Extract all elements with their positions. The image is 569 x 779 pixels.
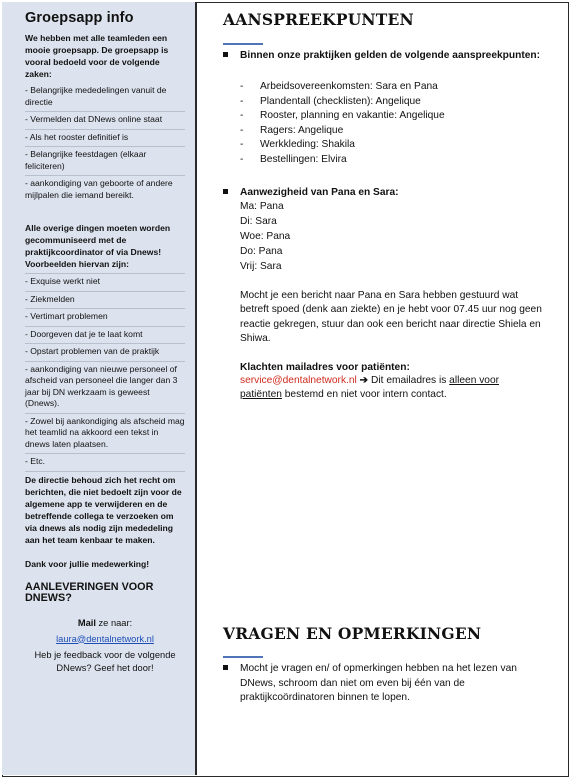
contacts-list: [223, 80, 543, 168]
list-item: - Als het rooster definitief is: [25, 130, 185, 148]
list-item: - Doorgeven dat je te laat komt: [25, 327, 185, 345]
bullet-icon: [223, 52, 228, 57]
main-aanspreekpunten: [223, 10, 543, 402]
list-item: Woe: Pana: [240, 230, 291, 242]
list-item: - Bestellingen: Elvira: [240, 153, 347, 165]
feedback-text: Heb je feedback voor de volgende DNews? Geef het door!: [34, 649, 176, 673]
bullet-icon: [223, 189, 228, 194]
list-item: - aankondiging van geboorte of andere mijlpalen die iemand bereikt.: [25, 178, 173, 200]
sidebar-title: Groepsapp info: [25, 10, 134, 26]
section-title: VRAGEN EN OPMERKINGEN: [223, 624, 482, 643]
mail-instruction: [25, 617, 185, 630]
list-item: - Belangrijke feestdagen (elkaar feliciteren): [25, 147, 185, 176]
service-email-link[interactable]: service@dentalnetwork.nl: [240, 374, 357, 386]
list-item: - Belangrijke mededelingen vanuit de directie: [25, 83, 185, 112]
bullet-icon: [223, 665, 228, 670]
list-item: Ma: Pana: [240, 200, 284, 212]
list-item: - Etc.: [25, 454, 185, 472]
list-item: - Exquise werkt niet: [25, 274, 185, 292]
list-item: - Vertimart problemen: [25, 309, 185, 327]
message-paragraph: Mocht je een bericht naar Pana en Sara hebben gestuurd wat betreft spoed (denk aan ziekte) en je hebt voor 07.45 uur nog geen reactie gekregen, stuur dan ook een bericht naar directie Shiela en Shiwa.: [240, 289, 542, 345]
arrow-icon: ➔: [359, 374, 369, 386]
bullet-text: Binnen onze praktijken gelden de volgende aanspreekpunten:: [240, 50, 541, 61]
thanks-text: Dank voor jullie medewerking!: [25, 558, 150, 569]
sidebar-intro: We hebben met alle teamleden een mooie groepsapp. De groepsapp is vooral bedoeld voor de volgende zaken:: [25, 33, 169, 79]
list-item: Do: Pana: [240, 245, 283, 257]
section-vragen: [223, 624, 543, 706]
list-item: - Ragers: Angelique: [240, 124, 344, 136]
schedule-list: [223, 199, 543, 274]
list-item: - Opstart problemen van de praktijk: [25, 344, 185, 362]
list-item: - Ziekmelden: [25, 292, 185, 310]
bullet-text: Aanwezigheid van Pana en Sara:: [240, 186, 399, 198]
list-item: Vrij: Sara: [240, 260, 282, 272]
list-item: - Plandentall (checklisten): Angelique: [240, 95, 421, 107]
list-item: Di: Sara: [240, 215, 277, 227]
list-item: - Zowel bij aankondiging als afscheid mag het teamlid na akkoord een tekst in dnews laten plaatsen.: [25, 414, 185, 455]
vragen-paragraph: [223, 662, 543, 706]
list-item: - Rooster, planning en vakantie: Angelique: [240, 110, 445, 122]
mail-rest: ze naar:: [95, 617, 133, 628]
list-item: - aankondiging van nieuwe personeel of afscheid van personeel die langer dan 3 jaar bij DN werkzaam is geweest (Dnews).: [25, 362, 185, 414]
list-item: - Werkkleding: Shakila: [240, 139, 355, 151]
bullet-aanspreekpunten: [223, 49, 543, 62]
klachten-paragraph: service@dentalnetwork.nl ➔ Dit emailadres is alleen voor patiënten bestemd en niet voor intern contact.: [240, 374, 500, 400]
klachten-title: Klachten mailadres voor patiënten:: [240, 361, 410, 373]
list-item: - Vermelden dat DNews online staat: [25, 112, 185, 130]
heading-rule: [223, 43, 263, 45]
bullet-text: Mocht je vragen en/ of opmerkingen hebben na het lezen van DNews, schroom dan niet om even bij één van de praktijkcoördinatoren binnen te lopen.: [240, 663, 517, 703]
list-item: - Arbeidsovereenkomsten: Sara en Pana: [240, 81, 438, 92]
sidebar-groepsapp: [2, 2, 197, 775]
other-intro: Alle overige dingen moeten worden gecommuniseerd met de praktijkcoordinator of via Dnews! Voorbeelden hiervan zijn:: [25, 222, 185, 274]
heading-rule: [223, 656, 263, 658]
aanleveringen-title: AANLEVERINGEN VOOR DNEWS?: [25, 580, 154, 604]
bullet-aanwezigheid: [223, 186, 543, 199]
page-title: AANSPREEKPUNTEN: [223, 10, 414, 29]
mail-bold: Mail: [77, 617, 96, 628]
mail-link[interactable]: laura@dentalnetwork.nl: [56, 633, 154, 644]
directie-note: De directie behoud zich het recht om berichten, die niet bedoelt zijn voor de algemene app te verwijderen en de betreffende collega te verzoeken om via dnews als nodig zijn mededeling aan het team kenbaar te maken.: [25, 474, 182, 545]
